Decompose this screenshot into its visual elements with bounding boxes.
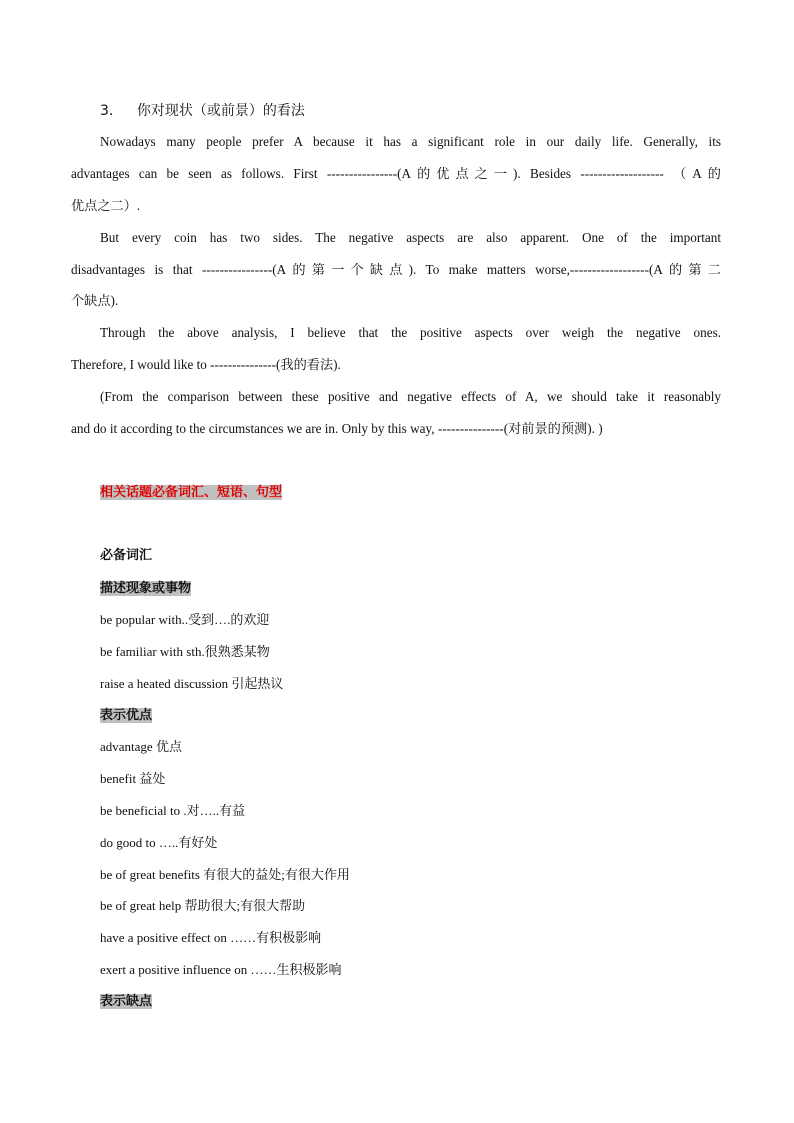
section-number: 3． [100, 103, 123, 119]
vocab-section-title-row [100, 483, 750, 502]
paragraph-2-line-2: disadvantages is that ----------------(A的第一个缺点). To make matters worse,------------------(A的第二 [71, 262, 721, 277]
vocab-item: benefit 益处 [100, 771, 166, 786]
paragraph-2-line-1: But every coin has two sides. The negative aspects are also apparent. One of the important [100, 230, 721, 245]
vocab-item: be of great benefits 有很大的益处;有很大作用 [100, 867, 350, 882]
group-label-disadvantages: 表示缺点 [100, 994, 153, 1009]
group-label-row-describe [100, 579, 750, 598]
vocab-section-title: 相关话题必备词汇、短语、句型 [100, 485, 283, 500]
section-title: 你对现状（或前景）的看法 [136, 103, 305, 119]
vocab-item: do good to …..有好处 [100, 835, 218, 850]
vocab-item: raise a heated discussion 引起热议 [100, 676, 284, 691]
paragraph-3-line-2: Therefore, I would like to ---------------(我的看法). [71, 357, 341, 372]
vocab-item: be of great help 帮助很大;有很大帮助 [100, 898, 306, 913]
vocab-item: be familiar with sth.很熟悉某物 [100, 644, 270, 659]
vocab-item: exert a positive influence on ……生积极影响 [100, 962, 342, 977]
paragraph-1-line-3: 优点之二）. [71, 198, 141, 213]
group-label-advantages: 表示优点 [100, 708, 153, 723]
vocab-subtitle: 必备词汇 [100, 548, 153, 563]
vocab-item: be beneficial to .对…..有益 [100, 803, 246, 818]
paragraph-2-line-3: 个缺点). [71, 293, 119, 308]
paragraph-4-line-1: (From the comparison between these positive and negative effects of A, we should take it reasonably [100, 389, 721, 404]
vocab-item: have a positive effect on ……有积极影响 [100, 930, 322, 945]
group-label-row-disadvantages [100, 992, 750, 1011]
group-label-describe: 描述现象或事物 [100, 581, 192, 596]
paragraph-1-line-2: advantages can be seen as follows. First ----------------(A的优点之一). Besides ------------------- （A的 [71, 166, 721, 181]
group-label-row-advantages [100, 706, 750, 725]
paragraph-3-line-1: Through the above analysis, I believe that the positive aspects over weigh the negative ones. [100, 325, 721, 340]
paragraph-4-line-2: and do it according to the circumstances we are in. Only by this way, ---------------(对前景的预测). ) [71, 421, 603, 436]
vocab-item: advantage 优点 [100, 739, 182, 754]
section-3-heading [100, 102, 750, 120]
vocab-item: be popular with..受到….的欢迎 [100, 612, 270, 627]
paragraph-1-line-1: Nowadays many people prefer A because it has a significant role in our daily life. Generally, its [100, 134, 721, 149]
